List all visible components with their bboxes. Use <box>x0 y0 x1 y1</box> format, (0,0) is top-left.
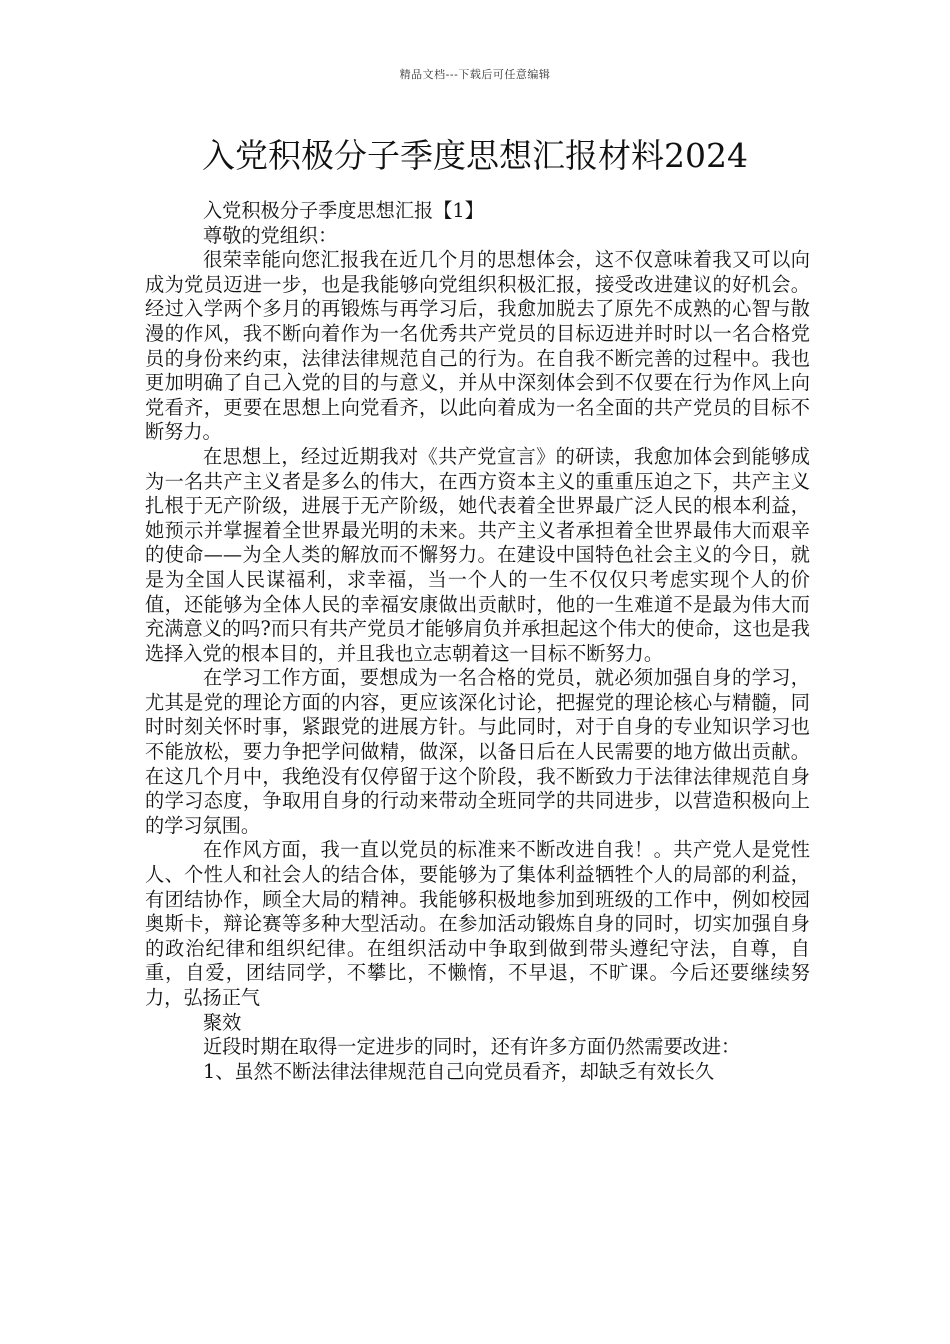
document-title: 入党积极分子季度思想汇报材料2024 <box>202 136 748 175</box>
list-item-1: 1、虽然不断法律法律规范自己向党员看齐，却缺乏有效长久 <box>203 1059 715 1083</box>
line-improvement: 近段时期在取得一定进步的同时，还有许多方面仍然需要改进： <box>203 1035 741 1059</box>
report-subtitle: 入党积极分子季度思想汇报【1】 <box>203 199 484 222</box>
header-note: 精品文档---下载后可任意编辑 <box>399 68 551 81</box>
paragraph-style: 在作风方面，我一直以党员的标准来不断改进自我！。共产党人是党性人、个性人和社会人的结合体，要能够为了集体利益牺牲个人的局部的利益，有团结协作，顾全大局的精神。我能够积极地参加到班级的工作中，例如校园奥斯卡，辩论赛等多种大型活动。在参加活动锻炼自身的同时，切实加强自身的政治纪律和组织纪律。在组织活动中争取到做到带头遵纪守法，自尊，自重，自爱，团结同学，不攀比，不懒惰，不早退，不旷课。今后还要继续努力，弘扬正气 <box>145 838 810 1009</box>
paragraph-thought: 在思想上，经过近期我对《共产党宣言》的研读，我愈加体会到能够成为一名共产主义者是多么的伟大，在西方资本主义的重重压迫之下，共产主义扎根于无产阶级，进展于无产阶级，她代表着全世界最广泛人民的根本利益，她预示并掌握着全世界最光明的未来。共产主义者承担着全世界最伟大而艰辛的使命——为全人类的解放而不懈努力。在建设中国特色社会主义的今日，就是为全国人民谋福利，求幸福，当一个人的一生不仅仅只考虑实现个人的价值，还能够为全体人民的幸福安康做出贡献时，他的一生难道不是最为伟大而充满意义的吗?而只有共产党员才能够肩负并承担起这个伟大的使命，这也是我选择入党的根本目的，并且我也立志朝着这一目标不断努力。 <box>145 444 810 665</box>
paragraph-intro: 很荣幸能向您汇报我在近几个月的思想体会，这不仅意味着我又可以向成为党员迈进一步，也是我能够向党组织积极汇报，接受改进建议的好机会。经过入学两个多月的再锻炼与再学习后，我愈加脱去了原先不成熟的心智与散漫的作风，我不断向着作为一名优秀共产党员的目标迈进并时时以一名合格党员的身份来约束，法律法律规范自己的行为。在自我不断完善的过程中。我也更加明确了自己入党的目的与意义，并从中深刻体会到不仅要在行为作风上向党看齐，更要在思想上向党看齐，以此向着成为一名全面的共产党员的目标不断努力。 <box>145 248 810 444</box>
document-body <box>145 199 810 1084</box>
paragraph-study: 在学习工作方面，要想成为一名合格的党员，就必须加强自身的学习，尤其是党的理论方面的内容，更应该深化讨论，把握党的理论核心与精髓，同时时刻关怀时事，紧跟党的进展方针。与此同时，对于自身的专业知识学习也不能放松，要力争把学问做精，做深，以备日后在人民需要的地方做出贡献。在这几个月中，我绝没有仅停留于这个阶段，我不断致力于法律法律规范自身的学习态度，争取用自身的行动来带动全班同学的共同进步，以营造积极向上的学习氛围。 <box>145 666 810 837</box>
salutation: 尊敬的党组织： <box>203 223 338 247</box>
line-juxiao: 聚效 <box>203 1010 242 1034</box>
